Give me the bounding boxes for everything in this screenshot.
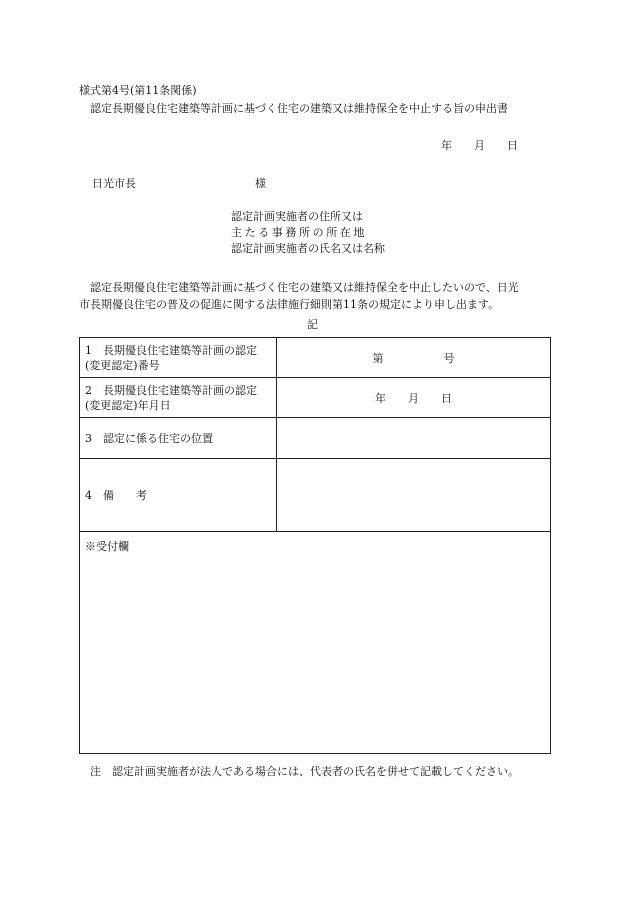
row2-label-line1: 2 長期優良住宅建築等計画の認定 bbox=[85, 383, 257, 397]
application-table bbox=[79, 337, 551, 754]
row2-label-line2: (変更認定)年月日 bbox=[85, 398, 171, 412]
row4-label: 4 備 考 bbox=[80, 459, 277, 532]
number-suffix: 号 bbox=[443, 351, 455, 365]
applicant-office-label: 主たる事務所の所在地 bbox=[231, 226, 367, 239]
row2-label bbox=[80, 378, 277, 418]
reception-box bbox=[80, 532, 551, 754]
certification-number-field[interactable] bbox=[277, 338, 551, 378]
row3-label: 3 認定に係る住宅の位置 bbox=[80, 418, 277, 459]
cert-date-day: 日 bbox=[441, 391, 452, 405]
note-heading: 記 bbox=[307, 318, 318, 331]
date-month: 月 bbox=[474, 139, 485, 152]
cert-date-year: 年 bbox=[375, 391, 386, 405]
row1-label bbox=[80, 338, 277, 378]
table-row-location bbox=[80, 418, 551, 459]
form-number: 様式第4号(第11条関係) bbox=[79, 84, 197, 97]
row1-label-line2: (変更認定)番号 bbox=[85, 358, 160, 372]
number-prefix: 第 bbox=[372, 351, 384, 365]
table-row-certification-number bbox=[80, 338, 551, 378]
cert-date-month: 月 bbox=[408, 391, 419, 405]
remarks-field[interactable] bbox=[277, 459, 551, 532]
applicant-address-label: 認定計画実施者の住所又は bbox=[231, 210, 363, 223]
table-row-certification-date bbox=[80, 378, 551, 418]
reception-label: ※受付欄 bbox=[85, 540, 129, 553]
addressee-name: 日光市長 bbox=[92, 177, 136, 190]
date-year: 年 bbox=[441, 139, 452, 152]
body-text-line2: 市長期優良住宅の普及の促進に関する法律施行細則第11条の規定により申し出ます。 bbox=[79, 298, 500, 311]
footnote: 注 認定計画実施者が法人である場合には、代表者の氏名を併せて記載してください。 bbox=[90, 765, 519, 778]
date-day: 日 bbox=[507, 139, 518, 152]
table-row-remarks bbox=[80, 459, 551, 532]
table-row-reception bbox=[80, 532, 551, 754]
document-title: 認定長期優良住宅建築等計画に基づく住宅の建築又は維持保全を中止する旨の申出書 bbox=[90, 102, 508, 115]
applicant-name-label: 認定計画実施者の氏名又は名称 bbox=[231, 242, 385, 255]
row1-label-line1: 1 長期優良住宅建築等計画の認定 bbox=[85, 343, 257, 357]
location-field[interactable] bbox=[277, 418, 551, 459]
certification-date-field[interactable] bbox=[277, 378, 551, 418]
addressee-honorific: 様 bbox=[255, 177, 266, 190]
date-line bbox=[441, 139, 518, 152]
body-text-line1: 認定長期優良住宅建築等計画に基づく住宅の建築又は維持保全を中止したいので、日光 bbox=[90, 281, 519, 294]
